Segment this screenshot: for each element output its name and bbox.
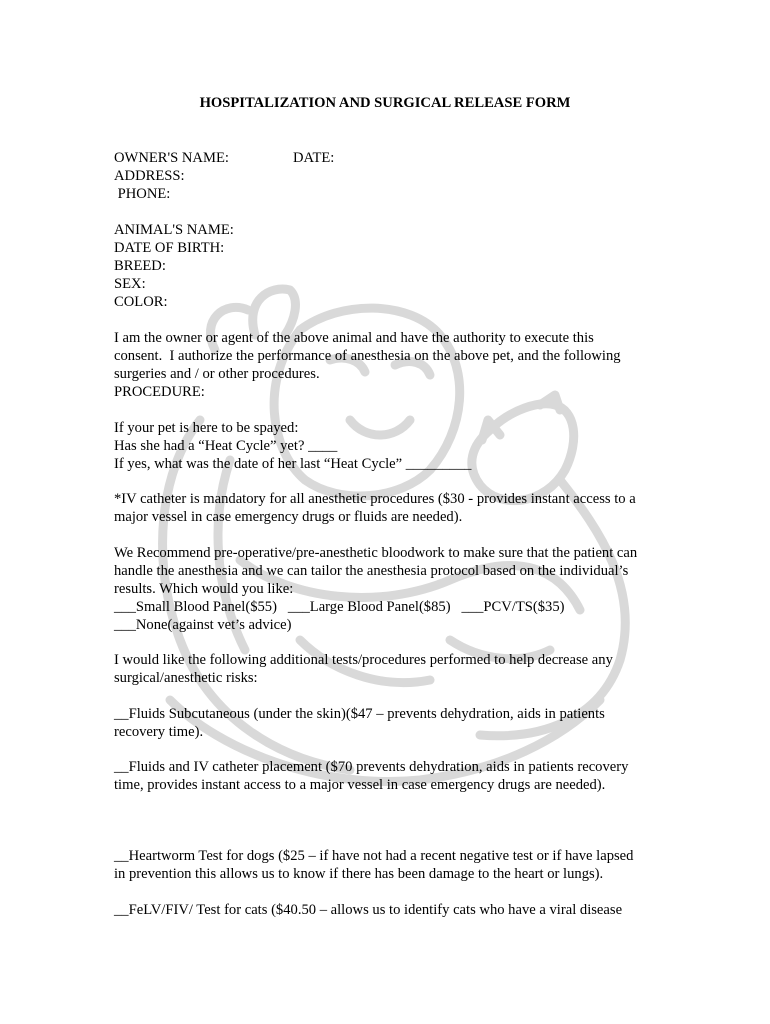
heartworm-option: __Heartworm Test for dogs ($25 – if have not had a recent negative test or if have lapsed [114,848,634,864]
fluids-iv-option: __Fluids and IV catheter placement ($70 prevents dehydration, aids in patients recovery [114,759,629,775]
heat-cycle-date-question: If yes, what was the date of her last “Heat Cycle” _________ [114,456,472,472]
procedure-label: PROCEDURE: [114,384,205,400]
form-title: HOSPITALIZATION AND SURGICAL RELEASE FORM [199,95,571,111]
iv-catheter-note: *IV catheter is mandatory for all anesthetic procedures ($30 - provides instant access to a [114,491,636,507]
additional-tests-text: surgical/anesthetic risks: [114,670,258,686]
additional-tests-text: I would like the following additional tests/procedures performed to help decrease any [114,652,613,668]
spay-question: If your pet is here to be spayed: [114,420,299,436]
heartworm-option: in prevention this allows us to know if there has been damage to the heart or lungs). [114,866,604,882]
phone-label: PHONE: [114,186,171,202]
fluids-subq-option: recovery time). [114,724,204,740]
bloodwork-text: results. Which would you like: [114,581,294,597]
fluids-iv-option: time, provides instant access to a major vessel in case emergency drugs are needed). [114,777,606,793]
bloodwork-options: ___Small Blood Panel($55) ___Large Blood Panel($85) ___PCV/TS($35) [114,599,565,615]
iv-catheter-note: major vessel in case emergency drugs or fluids are needed). [114,509,463,525]
breed-label: BREED: [114,258,166,274]
color-label: COLOR: [114,294,168,310]
bloodwork-text: We Recommend pre-operative/pre-anesthetic bloodwork to make sure that the patient can [114,545,638,561]
bloodwork-none-option: ___None(against vet’s advice) [114,617,292,633]
owners-name-label: OWNER'S NAME: [114,150,229,166]
consent-line: I am the owner or agent of the above animal and have the authority to execute this [114,330,594,346]
date-label: DATE: [293,150,335,166]
consent-line: surgeries and / or other procedures. [114,366,320,382]
bloodwork-text: handle the anesthesia and we can tailor the anesthesia protocol based on the individual’s [114,563,629,579]
consent-line: consent. I authorize the performance of anesthesia on the above pet, and the following [114,348,621,364]
animals-name-label: ANIMAL'S NAME: [114,222,234,238]
heat-cycle-question: Has she had a “Heat Cycle” yet? ____ [114,438,338,454]
address-label: ADDRESS: [114,168,185,184]
felv-fiv-option: __FeLV/FIV/ Test for cats ($40.50 – allows us to identify cats who have a viral disease [114,902,623,918]
fluids-subq-option: __Fluids Subcutaneous (under the skin)($47 – prevents dehydration, aids in patients [114,706,605,722]
date-of-birth-label: DATE OF BIRTH: [114,240,225,256]
sex-label: SEX: [114,276,146,292]
